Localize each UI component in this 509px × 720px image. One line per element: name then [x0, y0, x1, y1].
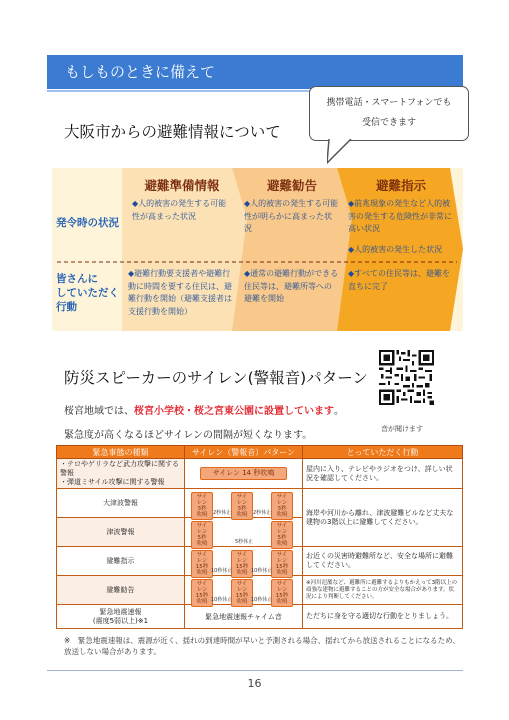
level-2-heading: 避難勧告	[266, 178, 317, 193]
table-row	[57, 489, 463, 518]
row-type: ・テロやゲリラなど武力攻撃に関する警報 ・弾道ミサイル攻撃に関する警報	[57, 459, 185, 489]
siren-pill: サイレン 15秒吹鳴	[231, 579, 253, 607]
siren-title: 防災スピーカーのサイレン(警報音)パターン	[64, 369, 368, 387]
page-number: 16	[247, 677, 262, 690]
row-pattern: 緊急地震速報チャイム音	[185, 605, 303, 629]
pause-label: 2秒休止	[213, 510, 232, 516]
table-row	[57, 605, 463, 629]
row-type: 大津波警報	[57, 489, 185, 518]
row-pattern	[185, 518, 303, 547]
bubble-line1: 携帯電話・スマートフォンでも	[326, 98, 452, 108]
situation-level-3b: ◆人的被害の発生した状況	[348, 245, 443, 254]
section-header: もしものときに備えて	[47, 55, 463, 89]
row-pattern	[185, 547, 303, 576]
pause-label: 10秒休止	[211, 568, 233, 574]
siren-pill: サイレン 5秒吹鳴	[191, 521, 213, 549]
siren-pill: サイレン 3秒吹鳴	[191, 492, 213, 520]
row-pattern	[185, 489, 303, 518]
row-label-situation: 発令時の状況	[56, 217, 119, 229]
siren-pill: サイレン 15秒吹鳴	[231, 550, 253, 578]
row-pattern	[185, 459, 303, 489]
row-action: ※河川氾濫など、避難所に避難するよりもかえって3階以上の頑強な建物に避難することの方が安全な場合があります。状況により判断してください。	[303, 576, 463, 605]
siren-pill: サイレン 15秒吹鳴	[191, 579, 213, 607]
row-action: お近くの災害時避難所など、安全な場所に避難してください。	[303, 547, 463, 576]
siren-footnote: ※ 緊急地震速報は、震源が近く、揺れの到達時間が早いと予測される場合、揺れてから放送されることになるため、放送しない場合があります。	[64, 636, 460, 656]
action-level-2: ◆通常の避難行動ができる住民等は、避難所等への避難を開始	[244, 269, 339, 303]
siren-pill: サイレン 15秒吹鳴	[271, 550, 293, 578]
row-action: ただちに身を守る適切な行動をとりましょう。	[303, 605, 463, 629]
row-label-action-line1: 皆さんに	[56, 273, 98, 285]
bubble-line2: 受信できます	[361, 118, 416, 128]
situation-level-3: ◆前兆現象の発生など人的被害の発生する危険性が非常に高い状況	[348, 199, 452, 233]
situation-level-1: ◆人的被害の発生する可能性が高まった状況	[132, 199, 227, 221]
siren-pill: サイレン 15秒吹鳴	[271, 579, 293, 607]
siren-pill: サイレン 14 秒吹鳴	[200, 467, 288, 480]
siren-pill: サイレン 3秒吹鳴	[231, 492, 253, 520]
header-action: とっていただく行動	[303, 446, 463, 459]
action-level-1: ◆避難行動要支援者や避難行動に時間を要する住民は、避難行動を開始（避難支援者は支援行動を開始）	[128, 269, 232, 316]
row-label-action-line2: していただく	[56, 287, 119, 299]
row-type: 避難指示	[57, 547, 185, 576]
evacuation-title: 大阪市からの避難情報について	[64, 123, 281, 141]
pause-label: 10秒休止	[251, 597, 273, 603]
header-type: 緊急事態の種類	[57, 446, 185, 459]
row-pattern	[185, 576, 303, 605]
location-highlight: 桜宮小学校・桜之宮東公園に設置しています	[134, 406, 334, 417]
location-suffix: 。	[334, 406, 344, 417]
row-label-action	[56, 272, 119, 314]
row-type: 緊急地震速報 (震度5弱以上)※1	[57, 605, 185, 629]
table-row	[57, 459, 463, 489]
row-action: 海岸や河川から離れ、津波避難ビルなど丈夫な建物の3階以上に避難してください。	[303, 489, 463, 547]
row-label-action-line3: 行動	[56, 301, 77, 313]
qr-code-icon[interactable]	[379, 350, 434, 405]
table-row	[57, 576, 463, 605]
siren-table-header	[57, 446, 463, 459]
row-type: 避難勧告	[57, 576, 185, 605]
situation-level-2: ◆人的被害の発生する可能性が明らかに高まった状況	[244, 199, 339, 233]
siren-pill: サイレン 15秒吹鳴	[191, 550, 213, 578]
location-prefix: 桜宮地域では、	[64, 406, 134, 417]
bubble-tail-icon	[327, 139, 357, 164]
pause-label: 10秒休止	[251, 568, 273, 574]
siren-table	[56, 445, 463, 629]
header-pattern: サイレン（警報音）パターン	[185, 446, 303, 459]
pause-label: 2秒休止	[253, 510, 272, 516]
level-1-heading: 避難準備情報	[144, 178, 220, 193]
pause-label: 5秒休止	[235, 539, 254, 545]
level-3-heading: 避難指示	[375, 178, 426, 193]
evacuation-diagram	[52, 168, 463, 331]
siren-pill: サイレン 3秒吹鳴	[271, 492, 293, 520]
speech-bubble	[309, 86, 469, 141]
siren-pill: サイレン 5秒吹鳴	[271, 521, 293, 549]
siren-note: 緊急度が高くなるほどサイレンの間隔が短くなります。	[64, 430, 313, 441]
siren-location	[64, 402, 344, 417]
action-level-3: ◆すべての住民等は、避難を直ちに完了	[348, 269, 450, 291]
table-row	[57, 547, 463, 576]
row-action: 屋内に入り、テレビやラジオをつけ、詳しい状況を確認してください。	[303, 459, 463, 489]
pause-label: 10秒休止	[211, 597, 233, 603]
footer-divider	[47, 670, 463, 671]
row-type: 津波警報	[57, 518, 185, 547]
qr-caption: 音が聞けます	[381, 425, 423, 433]
